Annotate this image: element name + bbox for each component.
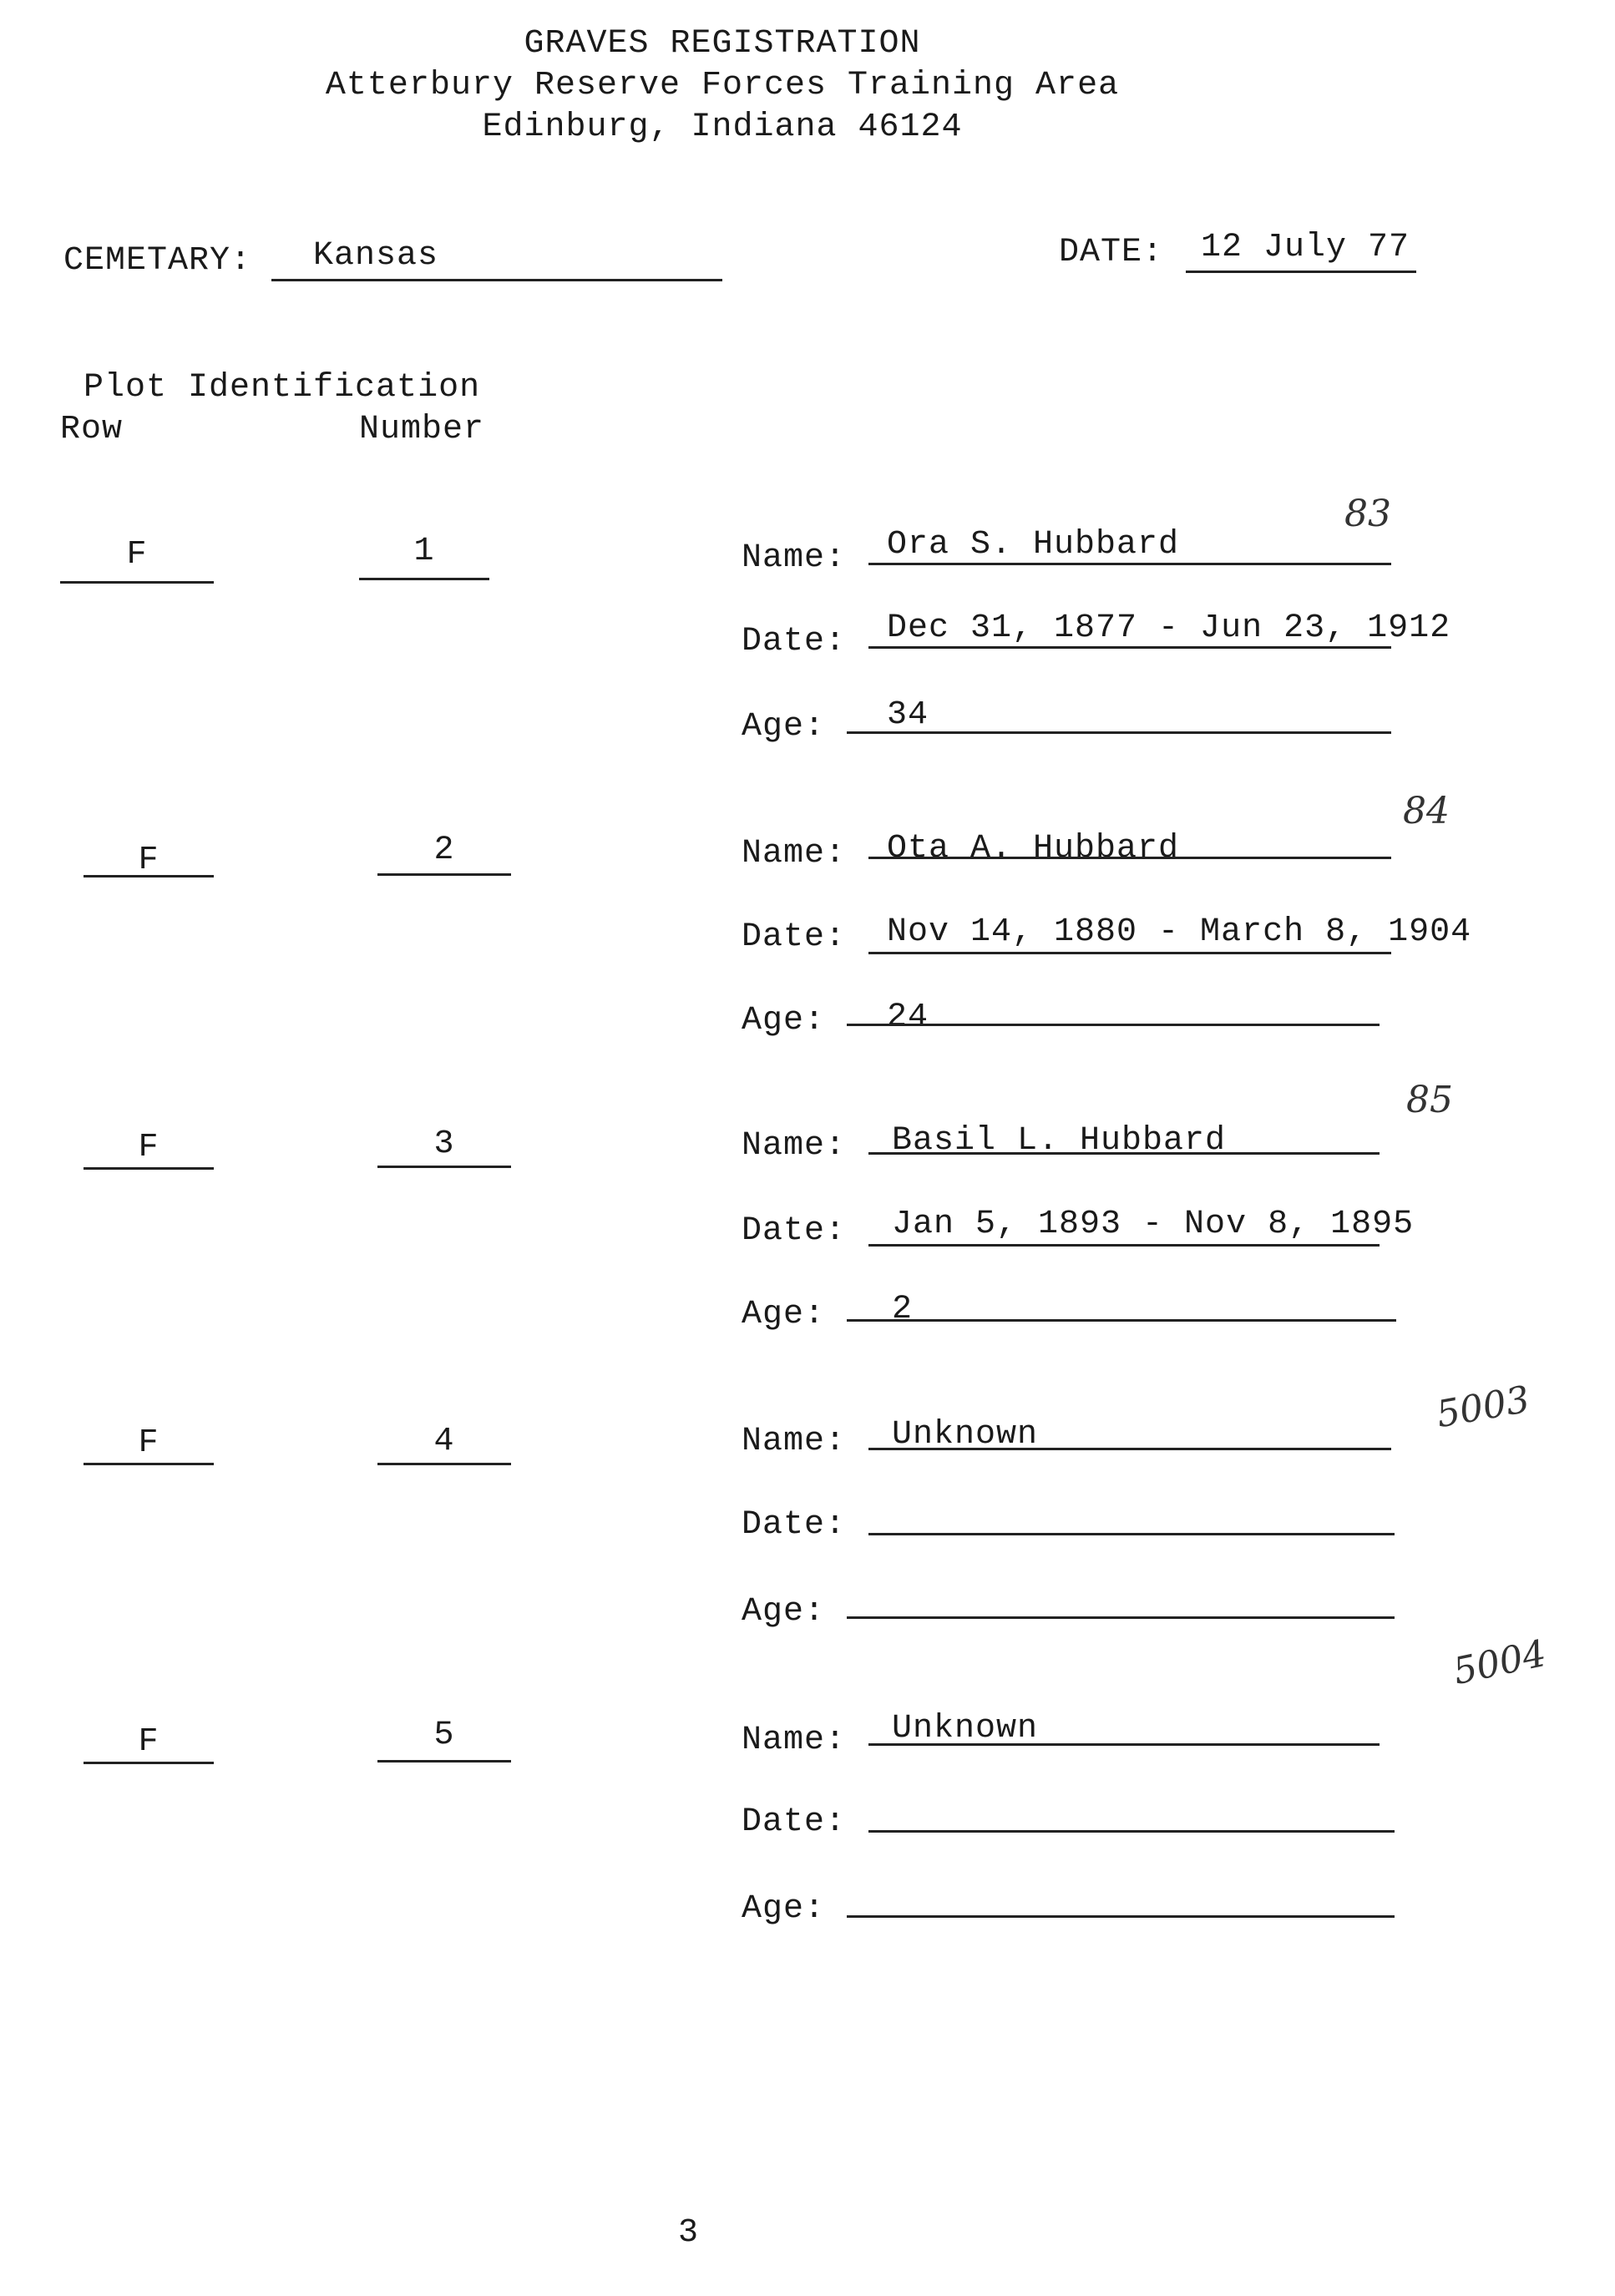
record-name: Ora S. Hubbard	[887, 526, 1180, 564]
handwritten-note: 85	[1406, 1079, 1453, 1121]
name-underline	[868, 1448, 1391, 1450]
record-number: 1	[413, 533, 435, 570]
form-location: Edinburg, Indiana 46124	[482, 109, 963, 146]
name-underline	[868, 563, 1391, 565]
record-number: 2	[433, 832, 455, 869]
name-underline	[868, 1743, 1380, 1746]
date-underline	[868, 1533, 1395, 1535]
age-underline	[847, 731, 1391, 734]
cemetery-value: Kansas	[313, 237, 439, 275]
name-label: Name:	[742, 1423, 847, 1460]
age-label: Age:	[742, 708, 826, 746]
handwritten-note: 5004	[1449, 1631, 1551, 1694]
record-age: 24	[887, 999, 929, 1036]
age-underline	[847, 1915, 1395, 1918]
number-underline	[377, 873, 511, 876]
number-underline	[377, 1463, 511, 1465]
record-age: 2	[892, 1291, 914, 1328]
cemetery-underline	[271, 279, 722, 281]
record-number: 3	[433, 1125, 455, 1163]
date-underline	[1186, 271, 1416, 273]
row-underline	[84, 1463, 214, 1465]
date-underline	[868, 1830, 1395, 1833]
name-underline	[868, 857, 1391, 859]
name-label: Name:	[742, 539, 847, 577]
date-underline	[868, 952, 1391, 954]
number-underline	[377, 1166, 511, 1168]
age-underline	[847, 1024, 1380, 1026]
plot-identification-heading: Plot Identification	[84, 369, 481, 407]
number-heading: Number	[359, 411, 485, 448]
form-title: GRAVES REGISTRATION	[524, 25, 921, 63]
age-label: Age:	[742, 1296, 826, 1333]
record-age: 34	[887, 696, 929, 734]
record-number: 4	[433, 1423, 455, 1460]
date-underline	[868, 646, 1391, 649]
age-label: Age:	[742, 1890, 826, 1928]
record-name: Unknown	[892, 1710, 1039, 1747]
age-underline	[847, 1319, 1396, 1322]
record-dates: Nov 14, 1880 - March 8, 1904	[887, 913, 1472, 951]
name-label: Name:	[742, 1127, 847, 1165]
date-field-label: Date:	[742, 1803, 847, 1841]
date-field-label: Date:	[742, 623, 847, 660]
date-field-label: Date:	[742, 1212, 847, 1250]
handwritten-note: 84	[1403, 790, 1450, 832]
handwritten-note: 83	[1344, 493, 1391, 535]
row-heading: Row	[60, 411, 124, 448]
record-name: Basil L. Hubbard	[892, 1122, 1227, 1160]
name-label: Name:	[742, 835, 847, 872]
date-label: DATE:	[1059, 234, 1164, 271]
age-underline	[847, 1616, 1395, 1619]
record-row: F	[138, 1424, 159, 1462]
record-dates: Jan 5, 1893 - Nov 8, 1895	[892, 1206, 1415, 1243]
record-row: F	[138, 1129, 159, 1166]
date-field-label: Date:	[742, 918, 847, 956]
record-name: Unknown	[892, 1416, 1039, 1454]
record-number: 5	[433, 1717, 455, 1754]
record-name: Ota A. Hubbard	[887, 830, 1180, 867]
name-label: Name:	[742, 1722, 847, 1759]
number-underline	[377, 1760, 511, 1762]
row-underline	[60, 581, 214, 584]
date-underline	[868, 1244, 1380, 1247]
age-label: Age:	[742, 1593, 826, 1631]
cemetery-label: CEMETARY:	[63, 242, 252, 280]
row-underline	[84, 875, 214, 877]
form-organization: Atterbury Reserve Forces Training Area	[325, 67, 1120, 104]
number-underline	[359, 578, 489, 580]
date-field-label: Date:	[742, 1506, 847, 1544]
record-row: F	[126, 536, 148, 574]
row-underline	[84, 1762, 214, 1764]
record-row: F	[138, 1723, 159, 1761]
name-underline	[868, 1152, 1380, 1155]
row-underline	[84, 1167, 214, 1170]
handwritten-note: 5003	[1433, 1378, 1533, 1437]
record-dates: Dec 31, 1877 - Jun 23, 1912	[887, 609, 1451, 647]
age-label: Age:	[742, 1002, 826, 1039]
page-number: 3	[678, 2214, 700, 2252]
date-value: 12 July 77	[1201, 229, 1410, 266]
record-row: F	[138, 842, 159, 879]
